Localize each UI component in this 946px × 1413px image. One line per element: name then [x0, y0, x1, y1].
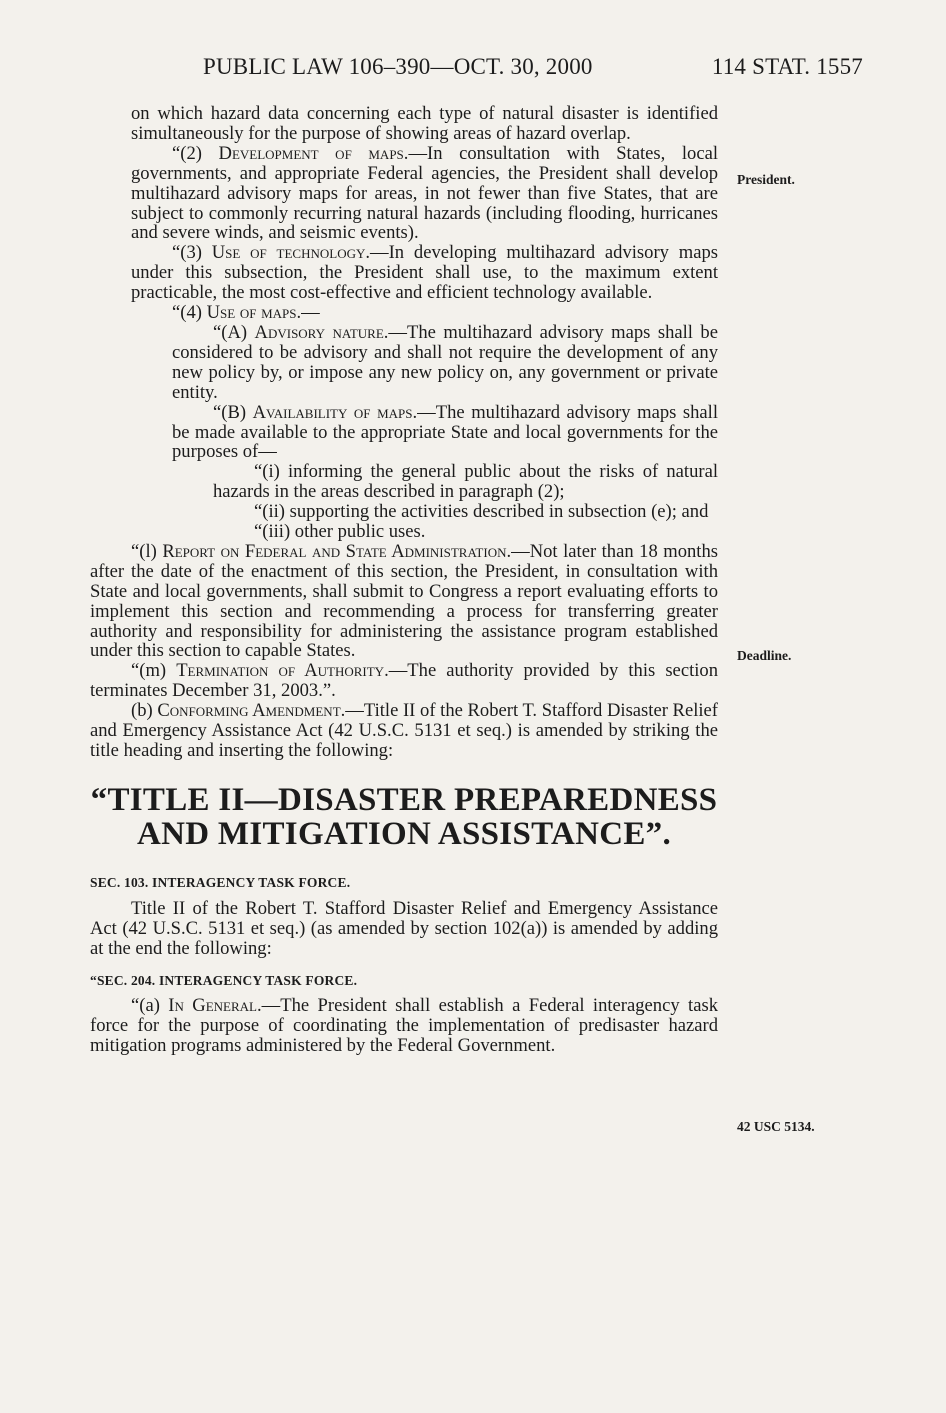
document-body [90, 104, 718, 1056]
paragraph-section-103: Title II of the Robert T. Stafford Disaster Relief and Emergency Assistance Act (42 U.S.C. 5131 et seq.) (as amended by section 102(a)) is amended by adding at the end the following: [90, 897, 718, 959]
paragraph-termination: “(m) Termination of Authority.—The authority provided by this section terminates December 31, 2003.”. [90, 660, 718, 702]
heading-use-of-maps: Use of maps [206, 302, 297, 324]
heading-in-general: In General [168, 995, 257, 1017]
paragraph-hazard-overlap: on which hazard data concerning each type of natural disaster is identified simultaneously for the purpose of showing areas of hazard overlap. [131, 103, 718, 144]
paragraph-conforming-amendment: (b) Conforming Amendment.—Title II of the Robert T. Stafford Disaster Relief and Emergency Assistance Act (42 U.S.C. 5131 et seq.) is amended by striking the title heading and inserting the following: [90, 700, 718, 761]
clause-informing-public: “(i) informing the general public about the risks of natural hazards in the areas described in paragraph (2); [213, 461, 718, 503]
heading-development-of-maps: Development of maps [218, 142, 404, 164]
heading-termination: Termination of Authority [176, 660, 385, 682]
paragraph-advisory-nature: “(A) Advisory nature.—The multihazard advisory maps shall be considered to be advisory and shall not require the development of any new policy by, or impose any new policy on, any government or private entity. [172, 321, 718, 403]
page-header [203, 54, 863, 88]
paragraph-availability-of-maps: “(B) Availability of maps.—The multihazard advisory maps shall be made available to the appropriate State and local governments for the purposes of— [172, 401, 719, 463]
header-law-citation: PUBLIC LAW 106–390—OCT. 30, 2000 [203, 54, 593, 79]
clause-other-public-uses: “(iii) other public uses. [254, 521, 426, 543]
section-204-heading: “SEC. 204. INTERAGENCY TASK FORCE. [90, 972, 358, 988]
margin-note-deadline: Deadline. [737, 648, 792, 663]
heading-availability-of-maps: Availability of maps [252, 401, 413, 423]
paragraph-use-of-maps: “(4) Use of maps.— [172, 302, 320, 324]
paragraph-use-of-technology: “(3) Use of technology.—In developing multihazard advisory maps under this subsection, the President shall use, to the maximum extent practicable, the most cost-effective and efficient technology available. [131, 242, 718, 304]
heading-conforming-amendment: Conforming Amendment [157, 700, 341, 722]
header-stat-citation: 114 STAT. 1557 [711, 54, 863, 79]
margin-note-president: President. [737, 172, 795, 187]
paragraph-development-of-maps: “(2) Development of maps.—In consultation with States, local governments, and appropriate Federal agencies, the President shall develop multihazard advisory maps for areas, in not fewer than five States, that are subject to commonly recurring natural hazards (including flooding, hurricanes and severe winds, and seismic events). [131, 142, 718, 244]
title-line-1: “TITLE II—DISASTER PREPAREDNESS [90, 781, 718, 818]
title-line-2: AND MITIGATION ASSISTANCE”. [136, 815, 672, 852]
section-103-heading: SEC. 103. INTERAGENCY TASK FORCE. [90, 874, 351, 890]
paragraph-in-general: “(a) In General.—The President shall establish a Federal interagency task force for the purpose of coordinating the implementation of predisaster hazard mitigation programs administered by the Federal Government. [90, 995, 718, 1057]
title-heading [90, 783, 718, 851]
heading-advisory-nature: Advisory nature [254, 321, 384, 343]
heading-use-of-technology: Use of technology [211, 242, 366, 264]
paragraph-report: “(l) Report on Federal and State Administration.—Not later than 18 months after the date of the enactment of this section, the President, in consultation with State and local governments, shall submit to Congress a report evaluating efforts to implement this section and recommending a process for transferring greater authority and responsibility for administering the assistance program established under this section to capable States. [90, 540, 718, 662]
heading-report: Report on Federal and State Administration [162, 540, 507, 562]
clause-supporting-activities: “(ii) supporting the activities described in subsection (e); and [254, 501, 709, 523]
margin-note-usc: 42 USC 5134. [737, 1119, 815, 1134]
